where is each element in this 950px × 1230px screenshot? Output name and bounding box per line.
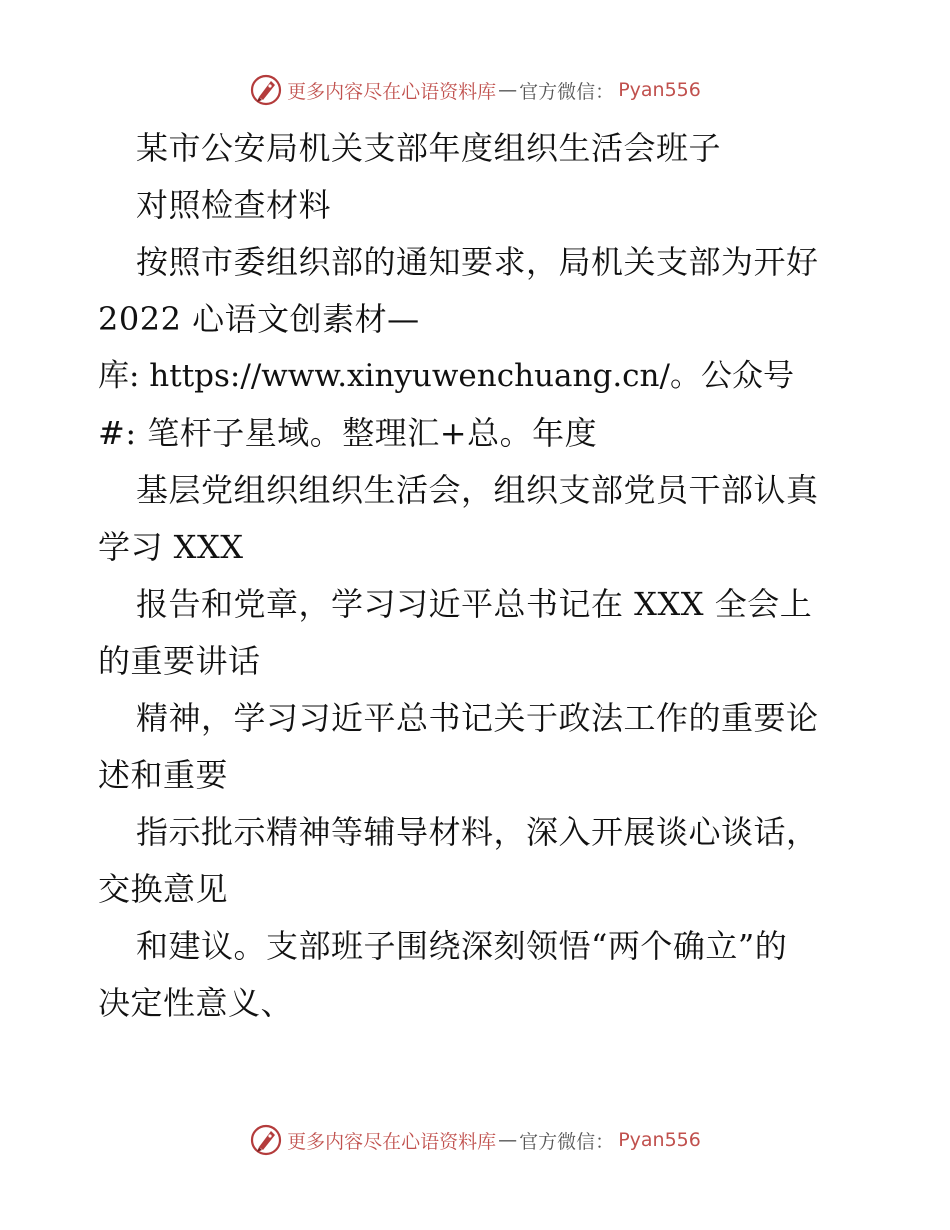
banner-account: Pyan556 bbox=[618, 79, 701, 101]
doc-paragraph-line: 交换意见 bbox=[98, 870, 229, 908]
doc-paragraph-line: 报告和党章，学习习近平总书记在 XXX 全会上 bbox=[136, 585, 813, 623]
doc-url-line: 库: https://www.xinyuwenchuang.cn/。公众号 bbox=[98, 358, 794, 394]
pen-nib-logo-icon bbox=[249, 73, 283, 107]
banner-separator: — bbox=[498, 1129, 518, 1151]
doc-paragraph-line: 按照市委组织部的通知要求，局机关支部为开好 bbox=[136, 243, 819, 281]
doc-paragraph-line: #: 笔杆子星域。整理汇+总。年度 bbox=[98, 414, 598, 452]
doc-paragraph-line: 指示批示精神等辅导材料，深入开展谈心谈话， bbox=[136, 813, 819, 851]
banner-brand-text: 更多内容尽在心语资料库 bbox=[287, 80, 497, 103]
document-body bbox=[98, 120, 858, 1032]
pen-nib-logo-icon bbox=[249, 1123, 283, 1157]
banner-wechat-label: 官方微信 bbox=[519, 80, 596, 103]
banner-colon: ： bbox=[595, 80, 615, 103]
doc-paragraph-line: 和建议。支部班子围绕深刻领悟“两个确立”的 bbox=[136, 927, 788, 965]
banner-account: Pyan556 bbox=[618, 1129, 701, 1151]
footer-watermark-banner bbox=[0, 1120, 950, 1160]
banner-separator: — bbox=[498, 79, 518, 101]
banner-wechat-label: 官方微信 bbox=[519, 1130, 596, 1153]
doc-paragraph-line: 决定性意义、 bbox=[98, 984, 294, 1022]
doc-paragraph-line: 2022 心语文创素材— bbox=[98, 300, 420, 338]
doc-paragraph-line: 学习 XXX bbox=[98, 528, 244, 566]
header-watermark-banner bbox=[0, 70, 950, 110]
doc-title-line-1: 某市公安局机关支部年度组织生活会班子 bbox=[136, 129, 722, 167]
doc-paragraph-line: 述和重要 bbox=[98, 756, 229, 794]
doc-paragraph-line: 精神，学习习近平总书记关于政法工作的重要论 bbox=[136, 699, 819, 737]
doc-title-line-2: 对照检查材料 bbox=[136, 186, 332, 224]
doc-paragraph-line: 的重要讲话 bbox=[98, 642, 261, 680]
banner-brand-text: 更多内容尽在心语资料库 bbox=[287, 1130, 497, 1153]
banner-colon: ： bbox=[595, 1130, 615, 1153]
doc-paragraph-line: 基层党组织组织生活会，组织支部党员干部认真 bbox=[136, 471, 819, 509]
